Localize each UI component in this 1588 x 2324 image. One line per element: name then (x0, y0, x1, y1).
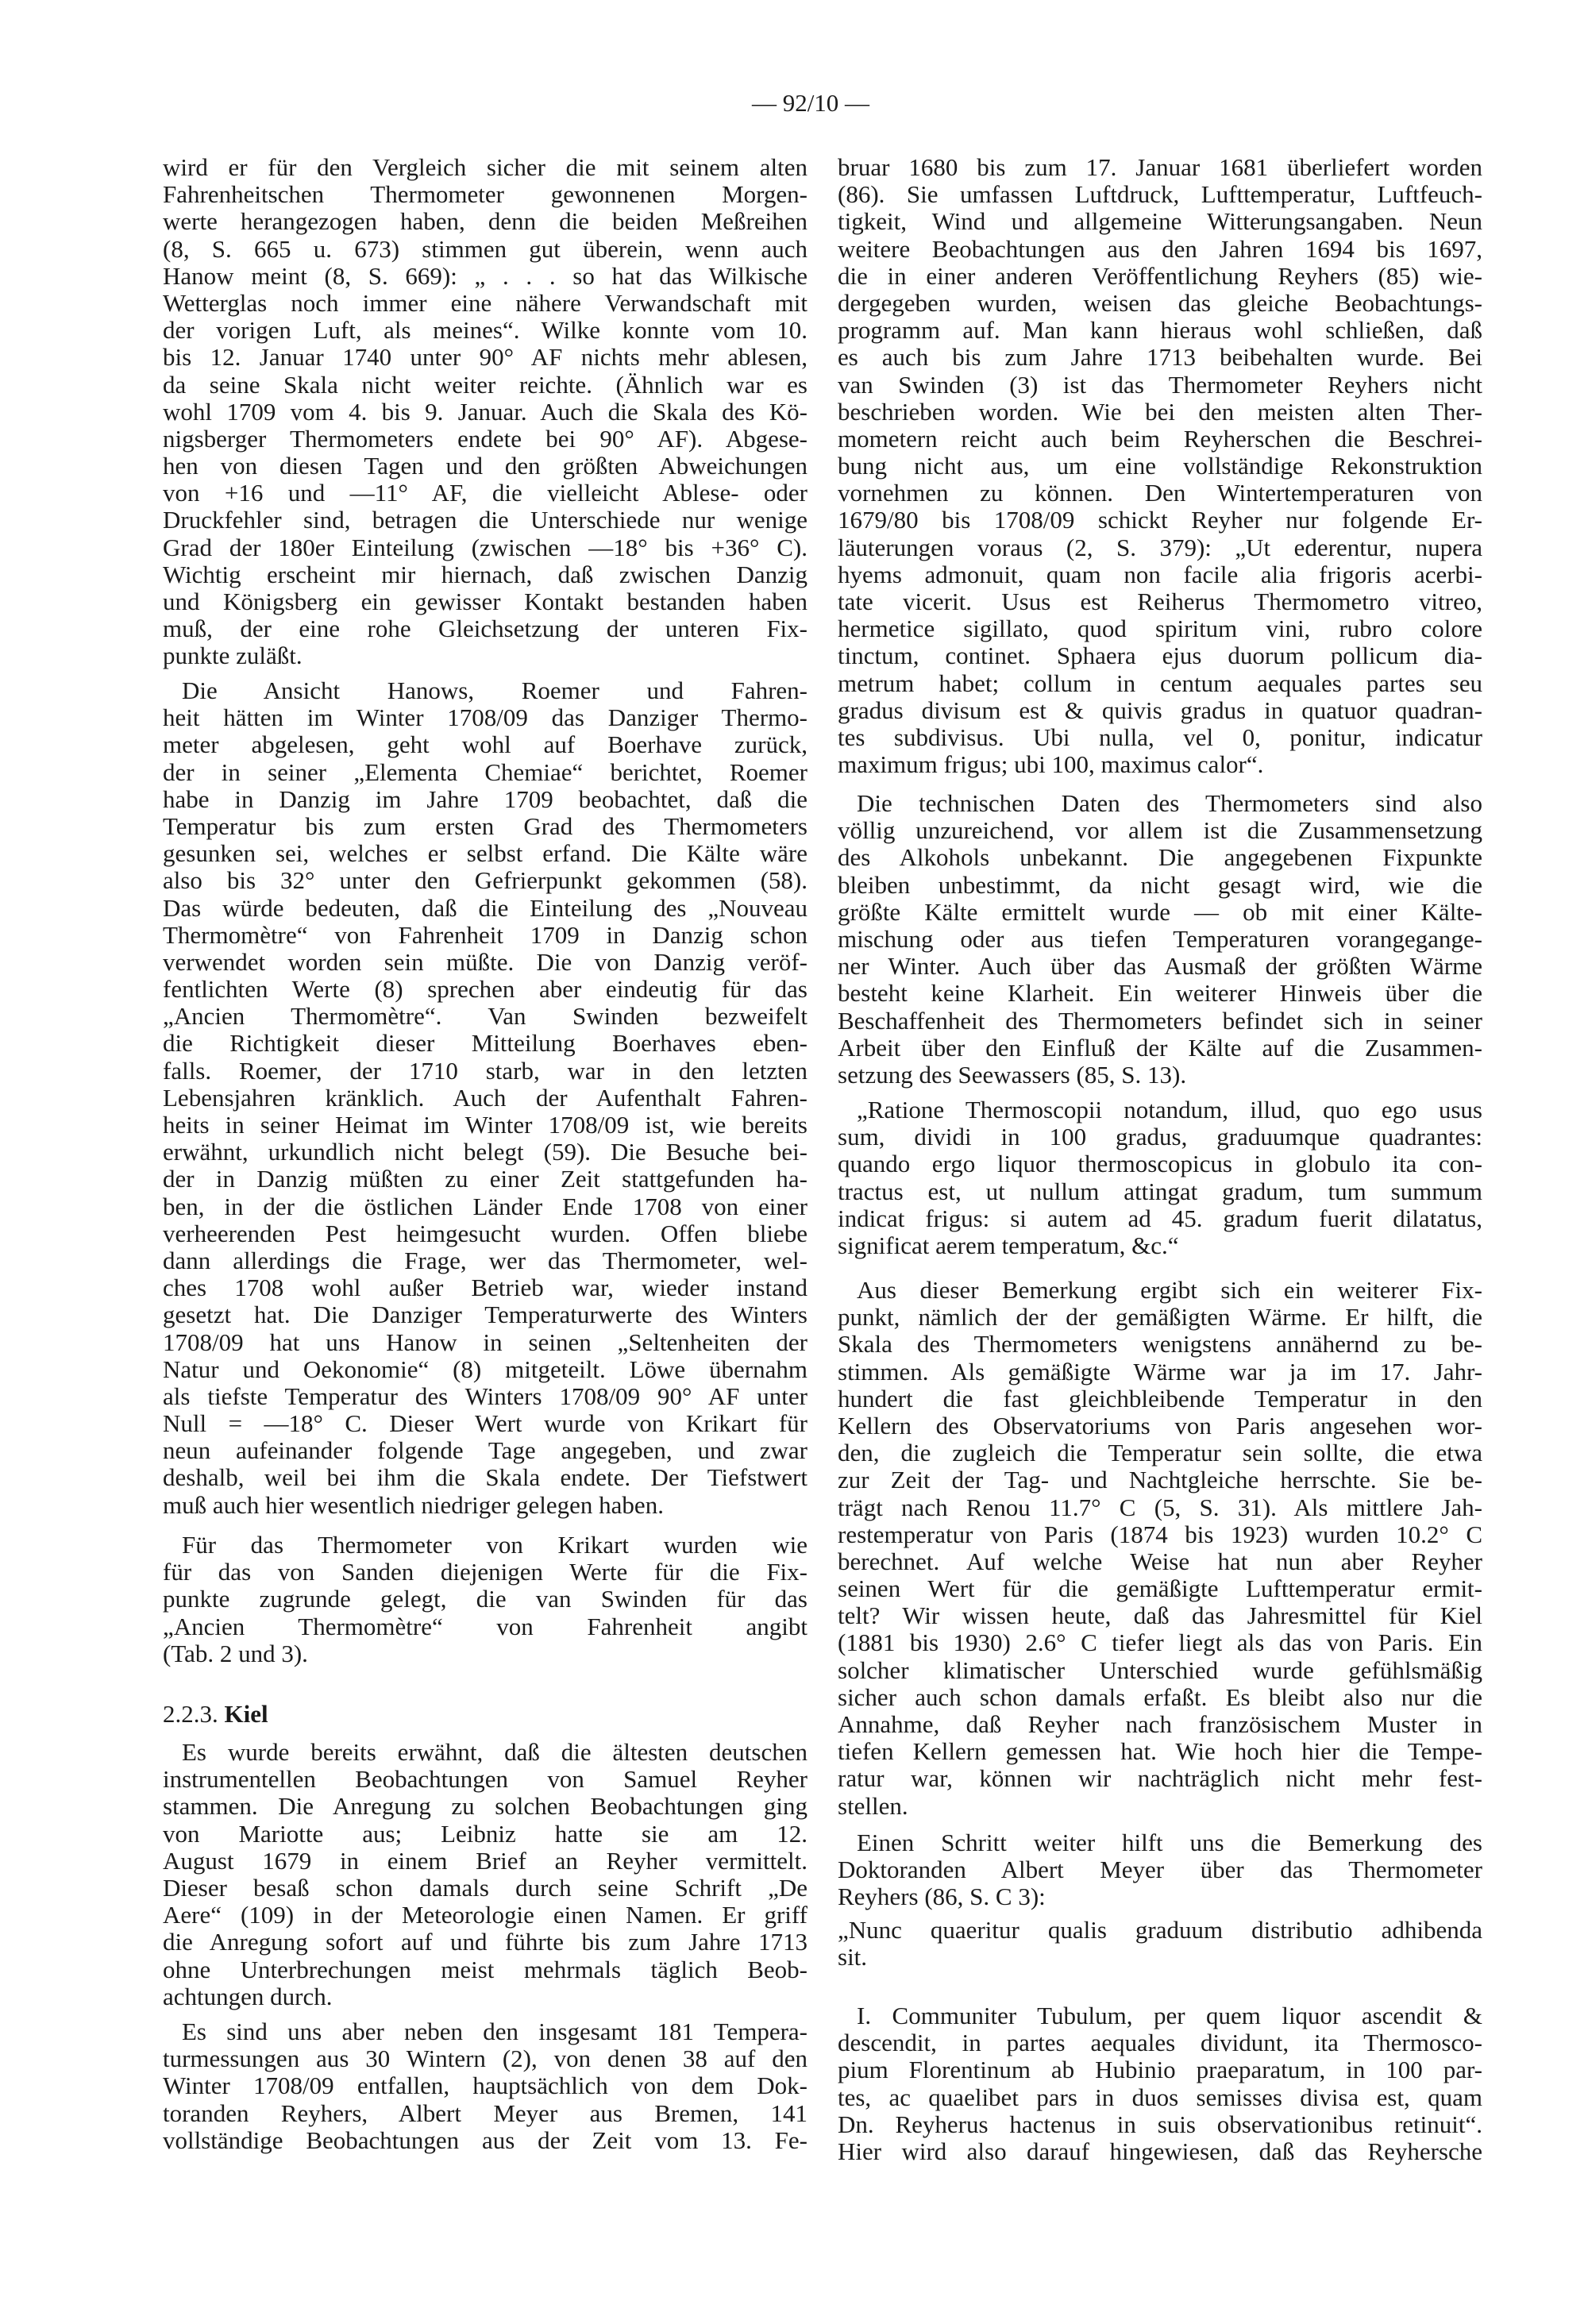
text-line: Arbeit über den Einfluß der Kälte auf die Zusammen- (838, 1033, 1482, 1062)
text-line: nigsberger Thermometers endete bei 90° AF). Abgese- (163, 424, 807, 453)
text-line: es auch bis zum Jahre 1713 beibehalten wurde. Bei (838, 343, 1482, 372)
text-line: die in einer anderen Veröffentlichung Reyhers (85) wie- (838, 261, 1482, 290)
text-line: bung nicht aus, um eine vollständige Rekonstruktion (838, 452, 1482, 480)
paragraph (163, 677, 807, 1519)
text-line: gesetzt hat. Die Danziger Temperaturwerte des Winters (163, 1301, 807, 1329)
text-line: achtungen durch. (163, 1982, 333, 2010)
text-line: Winter 1708/09 entfallen, hauptsächlich von dem Dok- (163, 2072, 807, 2100)
text-line: beschrieben worden. Wie bei den meisten alten Ther- (838, 397, 1482, 426)
text-line: der in Danzig müßten zu einer Zeit stattgefunden ha- (163, 1165, 807, 1193)
text-line: für das von Sanden diejenigen Werte für die Fix- (163, 1558, 807, 1586)
section-heading (163, 1701, 268, 1728)
text-line: hyems admonuit, quam non facile alia frigoris acerbi- (838, 560, 1482, 588)
text-line: quando ergo liquor thermoscopicus in globulo ita con- (838, 1150, 1482, 1178)
text-line: seinen Wert für die gemäßigte Lufttemperatur ermit- (838, 1574, 1482, 1603)
text-line: vollständige Beobachtungen aus der Zeit vom 13. Fe- (163, 2126, 807, 2154)
text-line: Skala des Thermometers wenigstens annähernd zu be- (838, 1330, 1482, 1359)
text-line: Aere“ (109) in der Meteorologie einen Namen. Er griff (163, 1901, 807, 1929)
text-line: als tiefste Temperatur des Winters 1708/09 90° AF unter (163, 1382, 807, 1410)
text-line: fentlichten Werte (8) sprechen aber eindeutig für das (163, 975, 807, 1004)
text-line: Aus dieser Bemerkung ergibt sich ein weiterer Fix- (857, 1276, 1482, 1304)
text-line: zur Zeit der Tag- und Nachtgleiche herrschte. Sie be- (838, 1466, 1482, 1494)
section-title: Kiel (224, 1700, 268, 1728)
paragraph (163, 154, 807, 670)
text-line: weitere Beobachtungen aus den Jahren 1694 bis 1697, (838, 234, 1482, 263)
text-line: tractus est, ut nullum attingat gradum, tum summum (838, 1177, 1482, 1205)
text-line: telt? Wir wissen heute, daß das Jahresmittel für Kiel (838, 1601, 1482, 1630)
text-line: sit. (838, 1943, 868, 1971)
text-line: (86). Sie umfassen Luftdruck, Lufttemperatur, Luftfeuch- (838, 180, 1482, 209)
text-line: Für das Thermometer von Krikart wurden wie (182, 1531, 807, 1559)
text-line: Hanow meint (8, S. 669): „ . . . so hat das Wilkische (163, 261, 807, 290)
text-line: und Königsberg ein gewisser Kontakt bestanden haben (163, 588, 807, 615)
text-line: die Anregung sofort auf und führte bis zum Jahre 1713 (163, 1928, 807, 1956)
text-line: meter abgelesen, geht wohl auf Boerhave zurück, (163, 730, 807, 759)
text-line: punkte zuläßt. (163, 642, 303, 670)
text-line: van Swinden (3) ist das Thermometer Reyhers nicht (838, 370, 1482, 399)
text-line: verwendet worden sein müßte. Die von Danzig veröf- (163, 947, 807, 976)
text-line: heit hätten im Winter 1708/09 das Danziger Thermo- (163, 703, 807, 732)
text-line: Annahme, daß Reyher nach französischem Muster in (838, 1710, 1482, 1738)
text-line: Fahrenheitschen Thermometer gewonnenen Morgen- (163, 180, 807, 209)
text-line: tiefen Kellern gemessen hat. Wie hoch hier die Tempe- (838, 1737, 1482, 1766)
text-line: muß, der eine rohe Gleichsetzung der unteren Fix- (163, 615, 807, 643)
paragraph (838, 2002, 1482, 2165)
text-line: (1881 bis 1930) 2.6° C tiefer liegt als das von Paris. Ein (838, 1628, 1482, 1657)
paragraph (163, 1532, 807, 1667)
text-line: verheerenden Pest heimgesucht wurden. Offen bliebe (163, 1219, 807, 1247)
text-line: I. Communiter Tubulum, per quem liquor ascendit & (857, 2002, 1482, 2029)
text-line: erwähnt, urkundlich nicht belegt (59). Die Besuche bei- (163, 1138, 807, 1166)
text-line: von Mariotte aus; Leibniz hatte sie am 12. (163, 1819, 807, 1848)
text-line: turmessungen aus 30 Wintern (2), von denen 38 auf den (163, 2045, 807, 2073)
text-line: Einen Schritt weiter hilft uns die Bemerkung des (857, 1829, 1482, 1856)
text-line: stellen. (838, 1791, 908, 1820)
text-line: ner Winter. Auch über das Ausmaß der größten Wärme (838, 952, 1482, 981)
text-line: dergegeben wurden, weisen das gleiche Beobachtungs- (838, 288, 1482, 317)
text-line: pium Florentinum ab Hubinio praeparatum, in 100 par- (838, 2056, 1482, 2084)
text-line: bruar 1680 bis zum 17. Januar 1681 überliefert worden (838, 153, 1482, 181)
text-line: muß auch hier wesentlich niedriger gelegen haben. (163, 1490, 664, 1519)
text-line: hundert die fast gleichbleibende Temperatur in den (838, 1384, 1482, 1413)
text-line: programm auf. Man kann hieraus wohl schließen, daß (838, 316, 1482, 345)
text-line: tes subdivisus. Ubi nulla, vel 0, ponitur, indicatur (838, 723, 1482, 751)
text-line: August 1679 in einem Brief an Reyher vermittelt. (163, 1846, 807, 1875)
text-line: den, die zugleich die Temperatur sein sollte, die etwa (838, 1439, 1482, 1467)
text-line: hermetice sigillato, quod spiritum vini, rubro colore (838, 615, 1482, 643)
text-line: indicat frigus: si autem ad 45. gradum fuerit dilatatus, (838, 1204, 1482, 1232)
text-line: berechnet. Auf welche Weise hat nun aber Reyher (838, 1547, 1482, 1575)
text-line: Wetterglas noch immer eine nähere Verwandschaft mit (163, 288, 807, 317)
text-line: punkt, nämlich der der gemäßigten Wärme. Er hilft, die (838, 1303, 1482, 1332)
text-line: von +16 und —11° AF, die vielleicht Ablese- oder (163, 479, 807, 507)
text-line: „Nunc quaeritur qualis graduum distributio adhibenda (838, 1916, 1482, 1944)
text-line: deshalb, weil bei ihm die Skala endete. Der Tiefstwert (163, 1463, 807, 1492)
text-line: punkte zugrunde gelegt, die van Swinden für das (163, 1585, 807, 1613)
text-line: metrum habet; collum in centum aequales partes seu (838, 669, 1482, 697)
text-line: Dn. Reyherus hactenus in suis observationibus retinuit“. (838, 2110, 1482, 2138)
text-line: mischung oder aus tiefen Temperaturen vorangegange- (838, 924, 1482, 953)
text-line: solcher klimatischer Unterschied wurde gefühlsmäßig (838, 1655, 1482, 1684)
text-line: hen von diesen Tagen und den größten Abweichungen (163, 452, 807, 480)
text-line: habe in Danzig im Jahre 1709 beobachtet, daß die (163, 784, 807, 813)
text-line: die Richtigkeit dieser Mitteilung Boerhaves eben- (163, 1029, 807, 1058)
text-line: neun aufeinander folgende Tage angegeben, und zwar (163, 1436, 807, 1465)
text-line: ratur war, können wir nachträglich nicht mehr fest- (838, 1764, 1482, 1793)
text-line: ben, in der die östlichen Länder Ende 1708 von einer (163, 1192, 807, 1220)
text-line: Die technischen Daten des Thermometers sind also (857, 789, 1482, 817)
paragraph (838, 1829, 1482, 1911)
text-line: restemperatur von Paris (1874 bis 1923) wurden 10.2° C (838, 1520, 1482, 1548)
text-line: falls. Roemer, der 1710 starb, war in den letzten (163, 1056, 807, 1085)
text-line: significat aerem temperatum, &c.“ (838, 1231, 1179, 1259)
text-line: Das würde bedeuten, daß die Einteilung des „Nouveau (163, 893, 807, 922)
text-line: mometern reicht auch beim Reyherschen die Beschrei- (838, 424, 1482, 453)
text-line: Grad der 180er Einteilung (zwischen —18° bis +36° C). (163, 533, 807, 561)
text-line: Es sind uns aber neben den insgesamt 181 Tempera- (182, 2018, 807, 2045)
text-line: läuterungen voraus (2, S. 379): „Ut ederentur, nupera (838, 533, 1482, 561)
text-line: gradus divisum est & quivis gradus in quatuor quadran- (838, 696, 1482, 724)
text-line: gesunken sei, welches er selbst erfand. Die Kälte wäre (163, 839, 807, 868)
paragraph (838, 1096, 1482, 1259)
text-line: trägt nach Renou 11.7° C (5, S. 31). Als mittlere Jah- (838, 1493, 1482, 1521)
paragraph (163, 2018, 807, 2154)
text-line: „Ancien Thermomètre“ von Fahrenheit angibt (163, 1612, 807, 1640)
text-line: Reyhers (86, S. C 3): (838, 1883, 1046, 1911)
text-line: Druckfehler sind, betragen die Unterschiede nur wenige (163, 506, 807, 534)
text-line: Null = —18° C. Dieser Wert wurde von Krikart für (163, 1409, 807, 1438)
text-line: Wichtig erscheint mir hiernach, daß zwischen Danzig (163, 560, 807, 588)
text-line: besteht keine Klarheit. Ein weiterer Hinweis über die (838, 979, 1482, 1008)
text-line: sicher auch schon damals erfaßt. Es bleibt also nur die (838, 1682, 1482, 1711)
text-line: wohl 1709 vom 4. bis 9. Januar. Auch die Skala des Kö- (163, 397, 807, 426)
text-line: Thermomètre“ von Fahrenheit 1709 in Danzig schon (163, 920, 807, 949)
text-line: tes, ac quaelibet pars in duos semisses divisa est, quam (838, 2083, 1482, 2111)
text-line: also bis 32° unter den Gefrierpunkt gekommen (58). (163, 866, 807, 895)
section-number: 2.2.3. (163, 1700, 218, 1728)
text-line: Temperatur bis zum ersten Grad des Thermometers (163, 811, 807, 840)
text-line: Die Ansicht Hanows, Roemer und Fahren- (182, 676, 807, 704)
paragraph (163, 1739, 807, 2010)
text-line: völlig unzureichend, vor allem ist die Zusammensetzung (838, 816, 1482, 845)
text-line: Dieser besaß schon damals durch seine Schrift „De (163, 1873, 807, 1902)
text-line: Lebensjahren kränklich. Auch der Aufenthalt Fahren- (163, 1083, 807, 1112)
text-line: der in seiner „Elementa Chemiae“ berichtet, Roemer (163, 757, 807, 786)
text-line: werte herangezogen haben, denn die beiden Meßreihen (163, 207, 807, 236)
text-line: setzung des Seewassers (85, S. 13). (838, 1060, 1187, 1089)
text-line: da seine Skala nicht weiter reichte. (Ähnlich war es (163, 370, 807, 399)
text-line: ches 1708 wohl außer Betrieb war, wieder instand (163, 1274, 807, 1302)
paragraph (838, 1917, 1482, 1971)
page-number: — 92/10 — (751, 89, 870, 117)
text-line: instrumentellen Beobachtungen von Samuel Reyher (163, 1765, 807, 1794)
text-line: (8, S. 665 u. 673) stimmen gut überein, wenn auch (163, 234, 807, 263)
text-line: Doktoranden Albert Meyer über das Thermometer (838, 1856, 1482, 1884)
text-line: 1679/80 bis 1708/09 schickt Reyher nur folgende Er- (838, 506, 1482, 534)
text-line: Es wurde bereits erwähnt, daß die ältesten deutschen (182, 1738, 807, 1766)
text-line: tinctum, continet. Sphaera ejus duorum pollicum dia- (838, 642, 1482, 670)
text-line: Beschaffenheit des Thermometers befindet sich in seiner (838, 1006, 1482, 1035)
text-line: dann allerdings die Frage, wer das Thermometer, wel- (163, 1246, 807, 1274)
text-line: 1708/09 hat uns Hanow in seinen „Seltenheiten der (163, 1328, 807, 1356)
text-line: ohne Unterbrechungen meist mehrmals täglich Beob- (163, 1955, 807, 1983)
text-line: Kellern des Observatoriums von Paris angesehen wor- (838, 1411, 1482, 1439)
text-line: Hier wird also darauf hingewiesen, daß das Reyhersche (838, 2137, 1482, 2165)
text-line: „Ratione Thermoscopii notandum, illud, quo ego usus (857, 1096, 1482, 1123)
paragraph (838, 790, 1482, 1089)
text-line: der vorigen Luft, als meines“. Wilke konnte vom 10. (163, 316, 807, 345)
text-line: (Tab. 2 und 3). (163, 1639, 308, 1667)
text-line: sum, dividi in 100 gradus, graduumque quadrantes: (838, 1123, 1482, 1151)
text-line: größte Kälte ermittelt wurde — ob mit einer Kälte- (838, 897, 1482, 926)
text-line: des Alkohols unbekannt. Die angegebenen Fixpunkte (838, 843, 1482, 872)
text-line: Natur und Oekonomie“ (8) mitgeteilt. Löwe übernahm (163, 1355, 807, 1383)
text-line: stammen. Die Anregung zu solchen Beobachtungen ging (163, 1792, 807, 1821)
text-line: toranden Reyhers, Albert Meyer aus Bremen, 141 (163, 2099, 807, 2127)
text-line: stimmen. Als gemäßigte Wärme war ja im 17. Jahr- (838, 1357, 1482, 1386)
paragraph (838, 154, 1482, 778)
text-line: vornehmen zu können. Den Wintertemperaturen von (838, 479, 1482, 507)
text-line: bis 12. Januar 1740 unter 90° AF nichts mehr ablesen, (163, 343, 807, 372)
text-line: tigkeit, Wind und allgemeine Witterungsangaben. Neun (838, 207, 1482, 236)
text-line: wird er für den Vergleich sicher die mit seinem alten (163, 153, 807, 181)
text-line: heits in seiner Heimat im Winter 1708/09 ist, wie bereits (163, 1111, 807, 1139)
text-line: „Ancien Thermomètre“. Van Swinden bezweifelt (163, 1002, 807, 1031)
text-line: descendit, in partes aequales dividunt, ita Thermosco- (838, 2029, 1482, 2057)
paragraph (838, 1277, 1482, 1820)
text-line: tate vicerit. Usus est Reiherus Thermometro vitreo, (838, 588, 1482, 615)
text-line: maximum frigus; ubi 100, maximus calor“. (838, 750, 1264, 779)
text-line: bleiben unbestimmt, da nicht gesagt wird, wie die (838, 870, 1482, 899)
